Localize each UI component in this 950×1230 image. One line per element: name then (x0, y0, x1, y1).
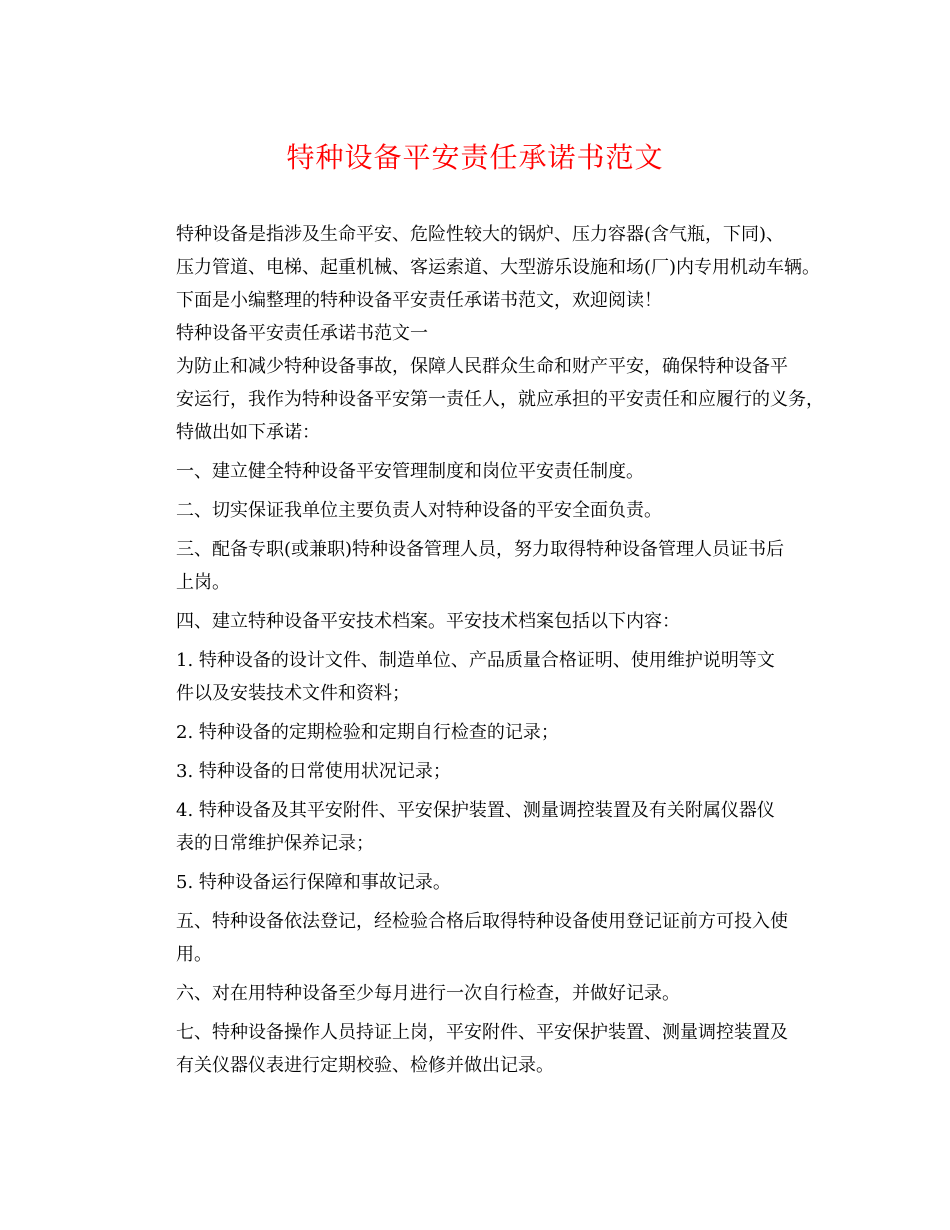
text-line: 用。 (176, 944, 212, 965)
text-line: 四、建立特种设备平安技术档案。平安技术档案包括以下内容： (176, 611, 680, 632)
paragraph-preamble (140, 350, 824, 449)
text-line: 特种设备平安责任承诺书范文一 (176, 323, 428, 344)
text-line: 2. 特种设备的定期检验和定期自行检查的记录； (176, 722, 559, 743)
paragraph-item-3 (140, 533, 812, 599)
paragraph-intro (140, 218, 821, 317)
text-line: 为防止和减少特种设备事故，保障人民群众生命和财产平安，确保特种设备平 (176, 356, 788, 377)
paragraph-item-5 (140, 905, 812, 971)
paragraph-item-7 (140, 1016, 812, 1082)
paragraph-subitem-4 (140, 794, 812, 860)
paragraph-item-2 (140, 494, 812, 527)
paragraph-item-4 (140, 605, 812, 638)
text-line: 七、特种设备操作人员持证上岗，平安附件、平安保护装置、测量调控装置及 (176, 1022, 788, 1043)
text-line: 特种设备是指涉及生命平安、危险性较大的锅炉、压力容器(含气瓶，下同)、 (176, 224, 785, 245)
text-line: 压力管道、电梯、起重机械、客运索道、大型游乐设施和场(厂)内专用机动车辆。 (176, 257, 821, 278)
text-line: 1. 特种设备的设计文件、制造单位、产品质量合格证明、使用维护说明等文 (176, 650, 775, 671)
paragraph-subitem-5 (140, 866, 812, 899)
text-line: 特做出如下承诺： (176, 422, 320, 443)
text-line: 4. 特种设备及其平安附件、平安保护装置、测量调控装置及有关附属仪器仪 (176, 800, 775, 821)
document-title: 特种设备平安责任承诺书范文 (286, 141, 664, 174)
text-line: 五、特种设备依法登记，经检验合格后取得特种设备使用登记证前方可投入使 (176, 911, 788, 932)
text-line: 上岗。 (176, 572, 230, 593)
paragraph-subitem-1 (140, 644, 812, 710)
text-line: 三、配备专职(或兼职)特种设备管理人员，努力取得特种设备管理人员证书后 (176, 539, 785, 560)
text-line: 六、对在用特种设备至少每月进行一次自行检查，并做好记录。 (176, 983, 680, 1004)
text-line: 件以及安装技术文件和资料； (176, 683, 410, 704)
text-line: 表的日常维护保养记录； (176, 833, 374, 854)
paragraph-item-6 (140, 977, 812, 1010)
document-body (140, 218, 824, 1082)
text-line: 3. 特种设备的日常使用状况记录； (176, 761, 451, 782)
paragraph-subitem-3 (140, 755, 812, 788)
text-line: 二、切实保证我单位主要负责人对特种设备的平安全面负责。 (176, 500, 662, 521)
text-line: 安运行，我作为特种设备平安第一责任人，就应承担的平安责任和应履行的义务， (176, 389, 824, 410)
text-line: 5. 特种设备运行保障和事故记录。 (176, 872, 451, 893)
paragraph-subitem-2 (140, 716, 812, 749)
text-line: 下面是小编整理的特种设备平安责任承诺书范文，欢迎阅读！ (176, 290, 662, 311)
text-line: 有关仪器仪表进行定期校验、检修并做出记录。 (176, 1055, 554, 1076)
paragraph-item-1 (140, 455, 812, 488)
text-line: 一、建立健全特种设备平安管理制度和岗位平安责任制度。 (176, 461, 644, 482)
paragraph-subtitle (140, 317, 812, 350)
